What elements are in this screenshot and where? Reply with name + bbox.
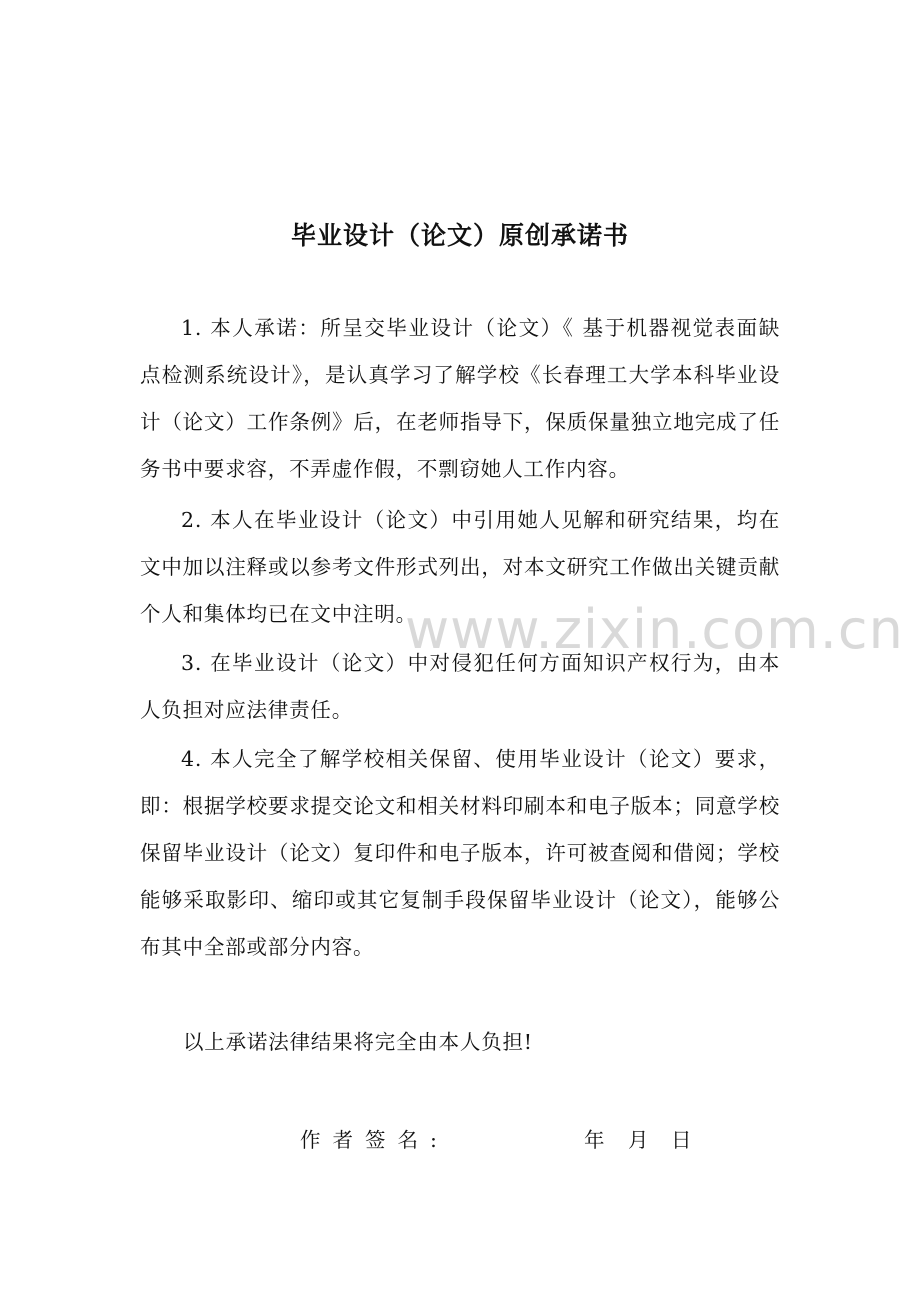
commitment-paragraph-2: 2. 本人在毕业设计（论文）中引用她人见解和研究结果，均在文中加以注释或以参考文件形式列出，对本文研究工作做出关键贡献个人和集体均已在文中注明。 (140, 508, 780, 626)
commitment-paragraph-3: 3. 在毕业设计（论文）中对侵犯任何方面知识产权行为，由本人负担对应法律责任。 (140, 651, 780, 722)
closing-statement: 以上承诺法律结果将完全由本人负担! (183, 1030, 533, 1054)
document-title: 毕业设计（论文）原创承诺书 (290, 221, 629, 250)
commitment-paragraph-1: 1. 本人承诺：所呈交毕业设计（论文）《 基于机器视觉表面缺点检测系统设计》，是认真学习了解学校《长春理工大学本科毕业设计（论文）工作条例》后，在老师指导下，保质保量独立地完成了任务书中要求容，不弄虚作假，不剽窃她人工作内容。 (140, 316, 780, 481)
signature-label: 作者签名: (300, 1128, 449, 1152)
commitment-paragraph-4: 4. 本人完全了解学校相关保留、使用毕业设计（论文）要求，即：根据学校要求提交论文和相关材料印刷本和电子版本；同意学校保留毕业设计（论文）复印件和电子版本，许可被查阅和借阅；学校能够采取影印、缩印或其它复制手段保留毕业设计（论文），能够公布其中全部或部分内容。 (140, 747, 780, 959)
watermark: www.zixin.com.cn (405, 598, 904, 661)
date-year-label: 年 (584, 1128, 605, 1152)
date-day-label: 日 (671, 1128, 692, 1152)
date-month-label: 月 (628, 1128, 649, 1152)
